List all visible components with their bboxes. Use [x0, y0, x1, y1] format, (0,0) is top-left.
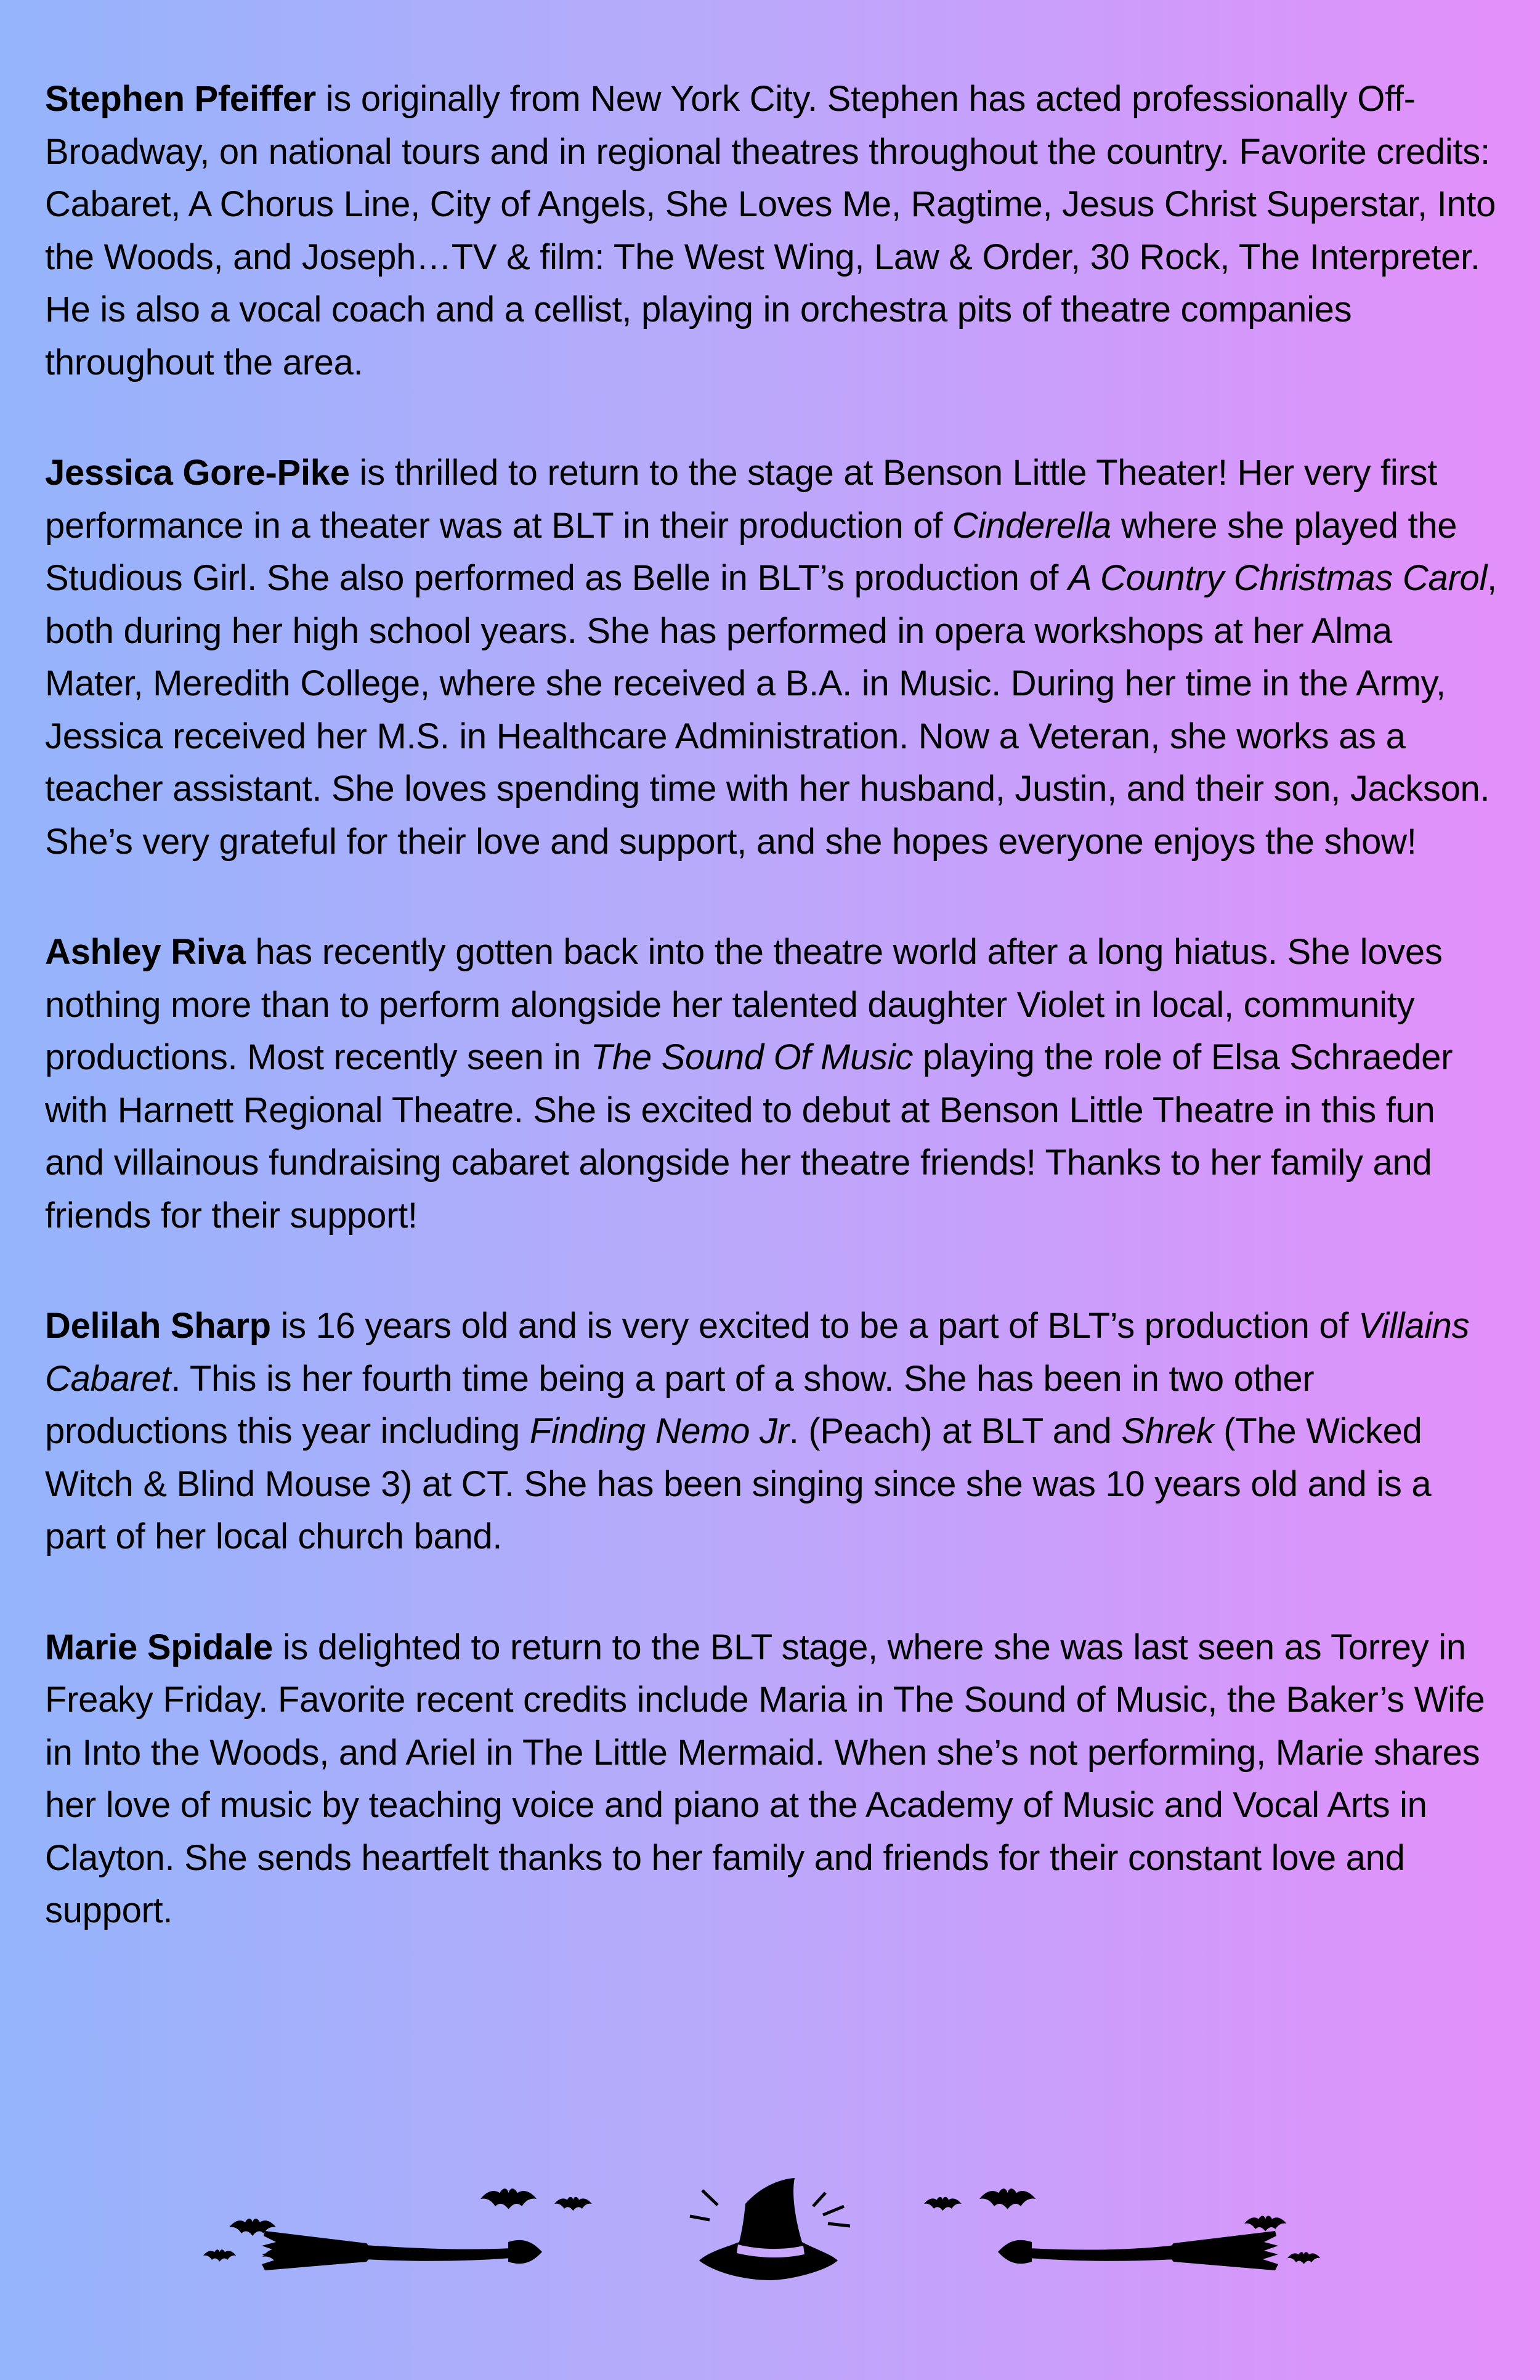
performer-name: Ashley Riva: [45, 932, 246, 972]
bat-icon: [1244, 2216, 1286, 2231]
performer-name: Stephen Pfeiffer: [45, 79, 316, 119]
bio-text: is 16 years old and is very excited to be a part of BLT’s production of: [270, 1306, 1359, 1346]
bat-icon: [1287, 2252, 1320, 2264]
performer-name: Jessica Gore-Pike: [45, 453, 350, 493]
bat-icon: [554, 2197, 592, 2211]
production-title: The Sound Of Music: [590, 1037, 914, 1077]
footer-decoration: [203, 2150, 1337, 2310]
bio-delilah-sharp: [45, 1300, 1499, 1563]
bio-text: (The Wicked Witch & Blind Mouse 3) at CT. She has been singing since she was 10 years old and is a part of her local church band.: [45, 1411, 1432, 1556]
bio-marie-spidale: [45, 1621, 1499, 1937]
production-title: Finding Nemo Jr: [529, 1411, 789, 1451]
bio-stephen-pfeiffer: [45, 73, 1499, 389]
bio-jessica-gore-pike: [45, 447, 1499, 868]
performer-name: Marie Spidale: [45, 1627, 274, 1667]
production-title: Cinderella: [952, 505, 1112, 546]
bio-text: playing the role of Elsa Schraeder with Harnett Regional Theatre. She is excited to debut at Benson Little Theatre in this fun and villainous fundraising cabaret alongside her theatre friends! Thanks to her family and friends for their support!: [45, 1037, 1453, 1236]
production-title: A Country Christmas Carol: [1068, 558, 1488, 598]
bio-ashley-riva: [45, 926, 1499, 1242]
bat-icon: [979, 2188, 1035, 2209]
broom-icon-left: [262, 2231, 542, 2270]
witch-hat-icon: [690, 2178, 850, 2280]
bio-text: , both during her high school years. She has performed in opera workshops at her Alma Mater, Meredith College, where she received a B.A. in Music. During her time in the Army, Jessica received her M.S. in Healthcare Administration. Now a Veteran, she works as a teacher assistant. She loves spending time with her husband, Justin, and their son, Jackson. She’s very grateful for their love and support, and she hopes everyone enjoys the show!: [45, 558, 1497, 862]
production-title: Villains Cabaret: [45, 1306, 1470, 1399]
production-title: Shrek: [1121, 1411, 1214, 1451]
bio-text: has recently gotten back into the theatre world after a long hiatus. She loves nothing more than to perform alongside her talented daughter Violet in local, community productions. Most recently seen in: [45, 932, 1443, 1077]
performer-name: Delilah Sharp: [45, 1306, 271, 1346]
bio-text: where she played the Studious Girl. She also performed as Belle in BLT’s production of: [45, 505, 1457, 598]
bat-icon: [480, 2188, 537, 2209]
bio-text: . (Peach) at BLT and: [788, 1411, 1122, 1451]
bat-icon: [924, 2197, 962, 2211]
bio-text: is delighted to return to the BLT stage, where she was last seen as Torrey in Freaky Friday. Favorite recent credits include Maria in The Sound of Music, the Baker’s Wife in Into the Woods, and Ariel in The Little Mermaid. When she’s not performing, Marie shares her love of music by teaching voice and piano at the Academy of Music and Vocal Arts in Clayton. She sends heartfelt thanks to her family and friends for their constant love and support.: [45, 1627, 1485, 1930]
bio-text: is originally from New York City. Stephen has acted professionally Off-Broadway, on national tours and in regional theatres throughout the country. Favorite credits: Cabaret, A Chorus Line, City of Angels, She Loves Me, Ragtime, Jesus Christ Superstar, Into the Woods, and Joseph…TV & film: The West Wing, Law & Order, 30 Rock, The Interpreter. He is also a vocal coach and a cellist, playing in orchestra pits of theatre companies throughout the area.: [45, 79, 1496, 382]
bio-text: . This is her fourth time being a part of a show. She has been in two other productions this year including: [45, 1358, 1315, 1451]
bios-container: [45, 73, 1499, 1995]
bat-icon: [203, 2249, 236, 2262]
bio-text: is thrilled to return to the stage at Benson Little Theater! Her very first performance in a theater was at BLT in their production of: [45, 453, 1437, 546]
